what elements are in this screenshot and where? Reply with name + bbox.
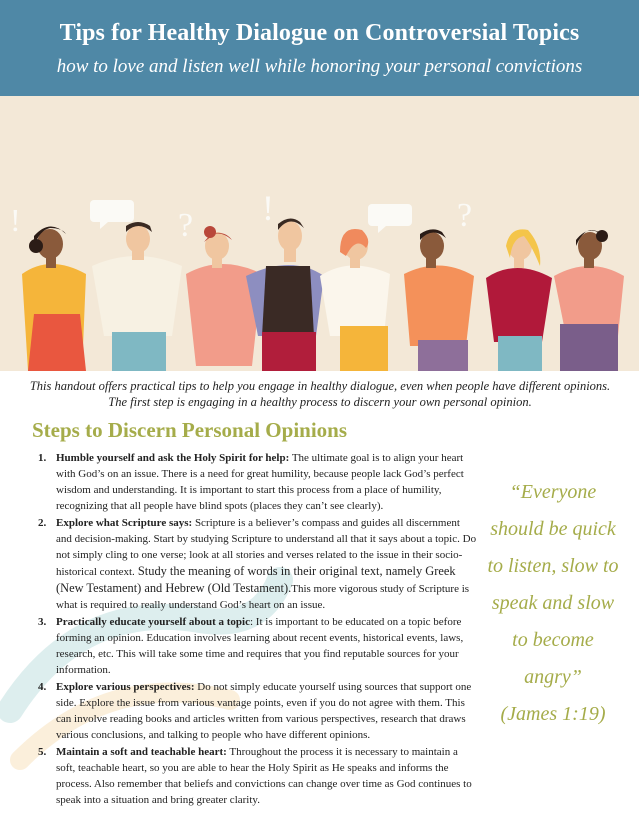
- person-figure: [554, 230, 624, 371]
- step-heading: Humble yourself and ask the Holy Spirit for help:: [56, 452, 290, 464]
- person-figure: [404, 229, 474, 371]
- list-item: [28, 744, 478, 808]
- step-number: 3.: [38, 616, 47, 628]
- speech-bubble-icon: [90, 200, 134, 222]
- exclamation-icon: !: [10, 202, 21, 238]
- person-figure: [22, 226, 86, 371]
- list-item: [28, 450, 478, 514]
- step-heading: Maintain a soft and teachable heart:: [56, 746, 227, 758]
- list-item: [28, 679, 478, 743]
- person-figure: [246, 218, 324, 371]
- step-text: Do not simply educate yourself using sources that support one side. Explore the issue from various vantage points, even if you do not agree with them. This can involve reading books and articles written from various perspectives, research that draws various conclusions, and talking to people who have different opinions.: [56, 681, 472, 741]
- step-text: Scripture is a believer’s compass and guides all discernment and decision-making. Start by studying Scripture to understand all that it says about a topic. Do not simply cling to one verse; look at all stories and verses related to the issue in their socio-historical context.: [56, 517, 477, 578]
- person-figure: [92, 222, 182, 371]
- step-number: 2.: [38, 517, 47, 529]
- speech-bubble-icon: [368, 204, 412, 226]
- intro-paragraph: This handout offers practical tips to help you engage in healthy dialogue, even when people have different opinions. The first step is engaging in a healthy process to discern your own personal opinion.: [29, 379, 611, 409]
- step-number: 1.: [38, 452, 47, 464]
- list-item: [28, 515, 478, 613]
- step-text-end: This more vigorous study of Scripture is what is required to really understand God’s heart on an issue.: [56, 583, 470, 611]
- step-text-large: Study the meaning of words in their original text, namely Greek (New Testament) and Hebrew (Old Testament).: [56, 564, 456, 595]
- page-title: Tips for Healthy Dialogue on Controversial Topics: [59, 20, 580, 46]
- people-illustration-icon: [0, 96, 639, 371]
- step-text: : It is important to be educated on a topic before forming an opinion. Education involves learning about recent events, historical events, laws, research, etc. This will take some time and requires that you find reputable sources for your information.: [56, 616, 464, 676]
- list-item: [28, 614, 478, 678]
- quote-text: “Everyone should be quick to listen, slow to speak and slow to become angry”: [487, 481, 619, 688]
- step-heading: Practically educate yourself about a topic: [56, 616, 250, 628]
- steps-list: [28, 450, 478, 809]
- header-banner: [0, 0, 639, 96]
- step-text: Throughout the process it is necessary to maintain a soft, teachable heart, so you are able to hear the Holy Spirit as He speaks and informs the process. Also remember that beliefs and convictions can change over time as God continues to speak into a situation and bring greater clarity.: [56, 746, 472, 806]
- page-subtitle: how to love and listen well while honoring your personal convictions: [56, 56, 583, 77]
- question-mark-icon: ?: [178, 207, 194, 244]
- pull-quote: [484, 474, 622, 733]
- people-discussion-illustration: [0, 96, 639, 371]
- exclamation-icon: !: [262, 188, 274, 228]
- step-text: The ultimate goal is to align your heart with God’s on an issue. There is a need for great humility, because people lack God’s perfect wisdom and understanding. It is important to start this process from a place of humility, recognizing that all people have blind spots (places they can’t see clearly).: [56, 452, 464, 512]
- step-number: 5.: [38, 746, 47, 758]
- person-figure: [320, 229, 390, 371]
- question-mark-icon: ?: [457, 197, 473, 234]
- quote-reference: (James 1:19): [500, 703, 606, 725]
- step-number: 4.: [38, 681, 47, 693]
- step-heading: Explore what Scripture says:: [56, 517, 193, 529]
- person-figure: [486, 229, 552, 371]
- step-heading: Explore various perspectives:: [56, 681, 195, 693]
- section-title: Steps to Discern Personal Opinions: [32, 418, 348, 442]
